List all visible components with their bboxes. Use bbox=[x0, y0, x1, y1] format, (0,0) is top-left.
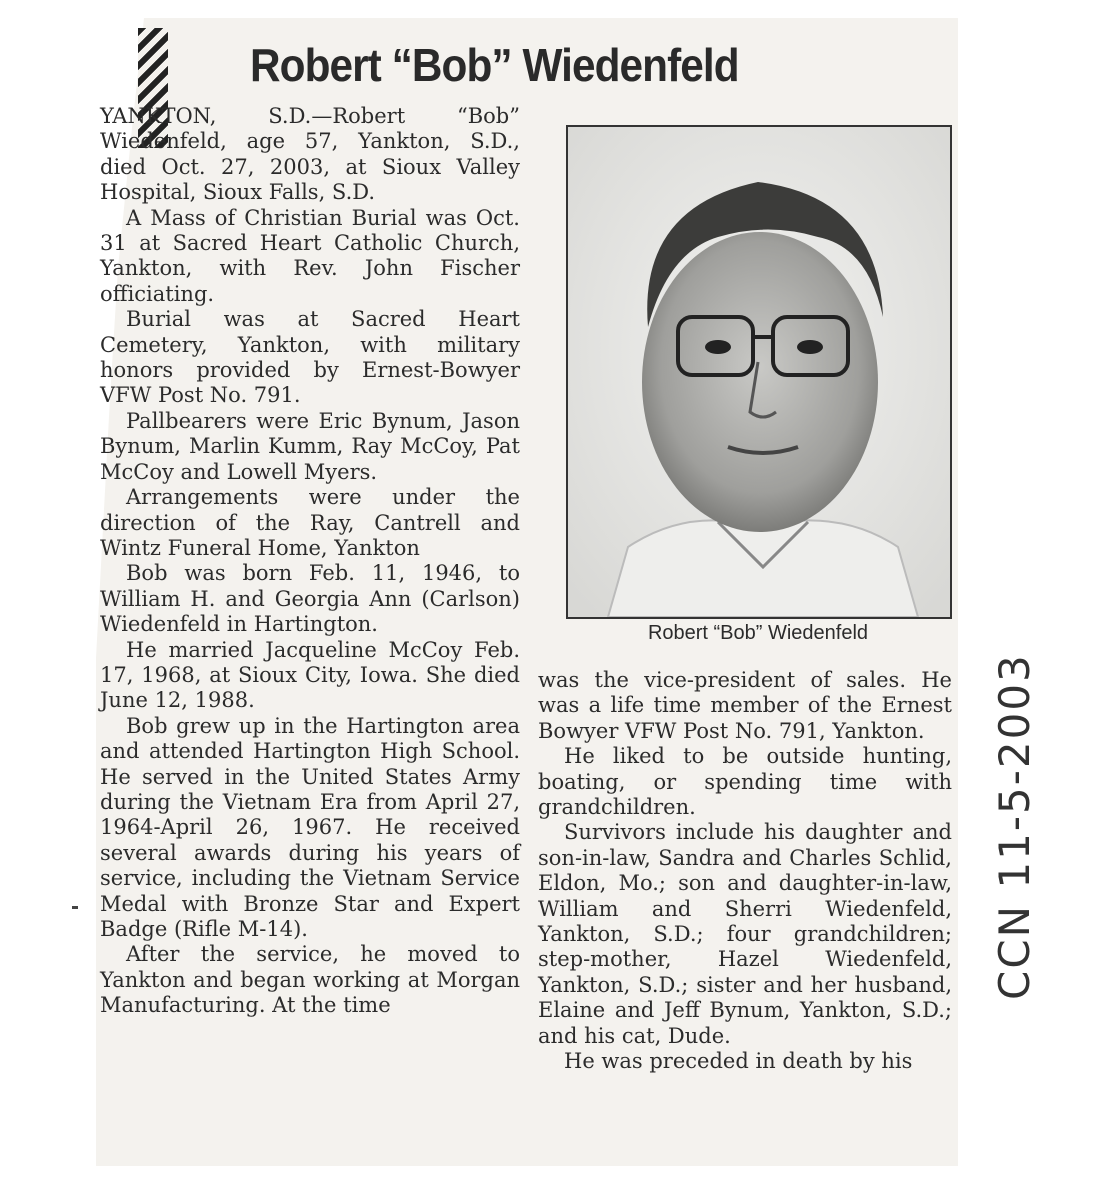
obituary-headline: Robert “Bob” Wiedenfeld bbox=[250, 39, 739, 91]
paragraph-career: After the service, he moved to Yankton and began working at Morgan Manufacturing. At the time bbox=[100, 942, 520, 1018]
scan-speck bbox=[72, 906, 78, 909]
photo-caption: Robert “Bob” Wiedenfeld bbox=[647, 622, 869, 644]
paragraph-marriage: He married Jacqueline McCoy Feb. 17, 1968, at Sioux City, Iowa. She died June 12, 1988. bbox=[100, 637, 520, 713]
paragraph-mass: A Mass of Christian Burial was Oct. 31 at Sacred Heart Catholic Church, Yankton, with Rev. John Fischer officiating. bbox=[100, 205, 520, 306]
right-text-column bbox=[538, 668, 952, 1075]
paragraph-survivors: Survivors include his daughter and son-in-law, Sandra and Charles Schlid, Eldon, Mo.; son and daughter-in-law, William and Sherri Wiedenfeld, Yankton, S.D.; four grandchildren; step-mother, Hazel Wiedenfeld, Yankton, S.D.; sister and her husband, Elaine and Jeff Bynum, Yankton, S.D.; and his cat, Dude. bbox=[538, 820, 952, 1048]
paragraph-preceded: He was preceded in death by his bbox=[564, 1049, 913, 1074]
paragraph-military-service: Bob grew up in the Hartington area and attended Hartington High School. He served in the United States Army during the Vietnam Era from April 27, 1964-April 26, 1967. He received several awards during his years of service, including the Vietnam Service Medal with Bronze Star and Expert Badge (Rifle M-14). bbox=[100, 713, 520, 941]
portrait-image bbox=[568, 127, 950, 617]
portrait-photo bbox=[566, 125, 952, 619]
paragraph-birth: Bob was born Feb. 11, 1946, to William H. and Georgia Ann (Carlson) Wiedenfeld in Hartington. bbox=[100, 561, 520, 637]
left-text-column bbox=[100, 104, 520, 1019]
handwritten-date-note: CCN 11-5-2003 bbox=[990, 653, 1039, 1000]
paragraph-arrangements: Arrangements were under the direction of the Ray, Cantrell and Wintz Funeral Home, Yankton bbox=[100, 485, 520, 560]
paragraph-pallbearers: Pallbearers were Eric Bynum, Jason Bynum, Marlin Kumm, Ray McCoy, Pat McCoy and Lowell Myers. bbox=[100, 408, 520, 484]
paragraph-hobbies: He liked to be outside hunting, boating, or spending time with grandchildren. bbox=[538, 744, 952, 820]
paragraph-career-continued: was the vice-president of sales. He was a life time member of the Ernest Bowyer VFW Post No. 791, Yankton. bbox=[538, 668, 952, 743]
paragraph-burial: Burial was at Sacred Heart Cemetery, Yankton, with military honors provided by Ernest-Bowyer VFW Post No. 791. bbox=[100, 307, 520, 408]
paragraph-death-notice: YANKTON, S.D.—Robert “Bob” Wiedenfeld, age 57, Yankton, S.D., died Oct. 27, 2003, at Sioux Valley Hospital, Sioux Falls, S.D. bbox=[100, 104, 520, 205]
